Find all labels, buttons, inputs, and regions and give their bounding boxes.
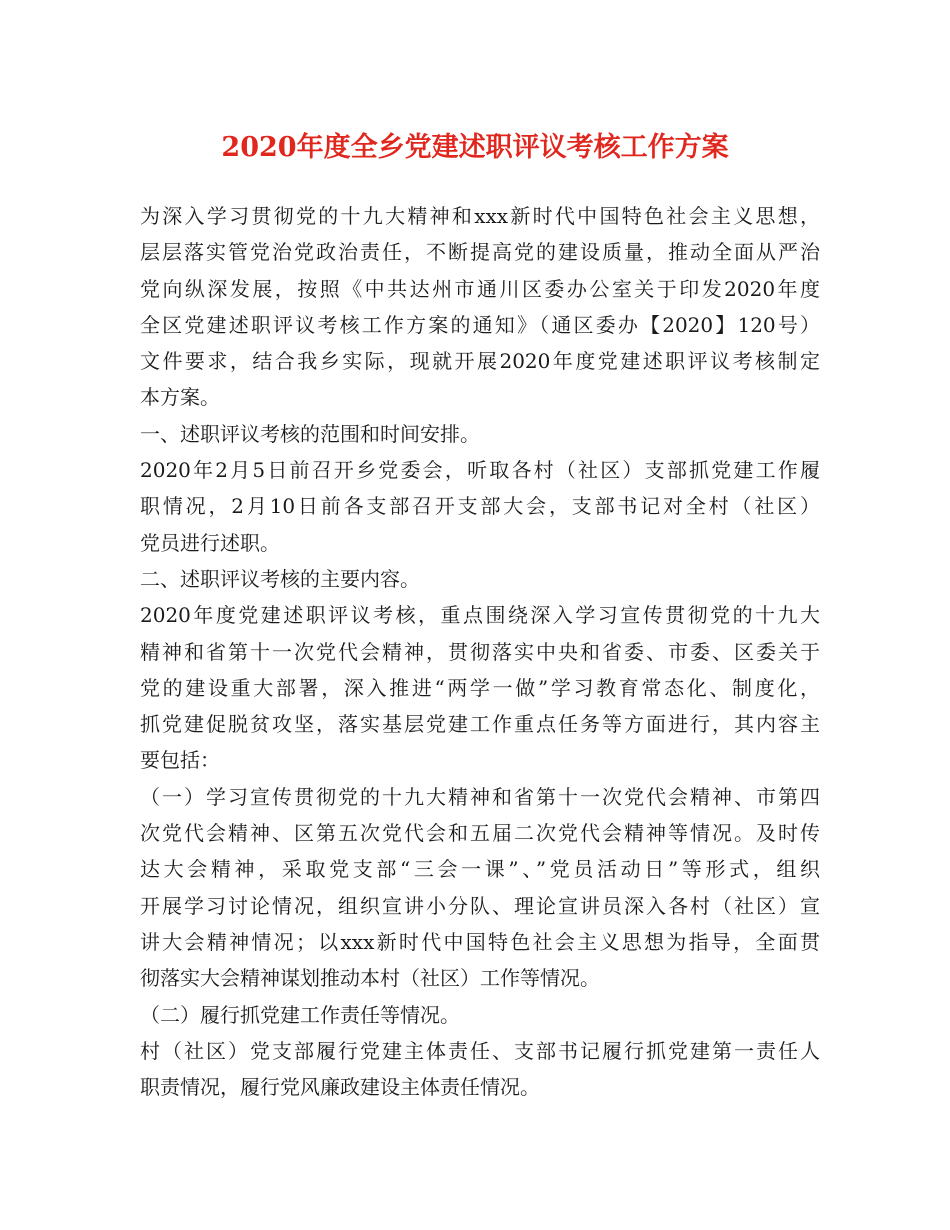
text-line: 党的建设重大部署，深入推进“两学一做”学习教育常态化、制度化， xyxy=(140,675,820,700)
text-line: （二）履行抓党建工作责任等情况。 xyxy=(140,1002,460,1027)
text-line: 党员进行述职。 xyxy=(140,530,280,555)
text-line: 本方案。 xyxy=(140,385,220,410)
text-line: 2020年2月5日前召开乡党委会，听取各村（社区）支部抓党建工作履 xyxy=(140,458,820,483)
document-title: 2020年度全乡党建述职评议考核工作方案 xyxy=(221,132,729,163)
text-line: 抓党建促脱贫攻坚，落实基层党建工作重点任务等方面进行，其内容主 xyxy=(140,712,820,737)
text-line: 层层落实管党治党政治责任，不断提高党的建设质量，推动全面从严治 xyxy=(140,240,820,265)
text-line: 文件要求，结合我乡实际，现就开展2020年度党建述职评议考核制定 xyxy=(140,349,820,374)
text-line: 全区党建述职评议考核工作方案的通知》（通区委办【2020】120号） xyxy=(140,312,820,337)
text-line: 开展学习讨论情况，组织宣讲小分队、理论宣讲员深入各村（社区）宣 xyxy=(140,893,820,918)
document-body xyxy=(140,198,820,1105)
text-line: 二、述职评议考核的主要内容。 xyxy=(140,566,420,591)
text-line: 要包括： xyxy=(140,748,220,773)
text-line: 为深入学习贯彻党的十九大精神和xxx新时代中国特色社会主义思想， xyxy=(140,204,820,228)
text-line: 达大会精神，采取党支部“三会一课”、”党员活动日”等形式，组织 xyxy=(140,857,820,882)
text-line: 2020年度党建述职评议考核，重点围绕深入学习宣传贯彻党的十九大 xyxy=(140,603,820,628)
text-line: 村（社区）党支部履行党建主体责任、支部书记履行抓党建第一责任人 xyxy=(140,1038,820,1063)
text-line: 彻落实大会精神谋划推动本村（社区）工作等情况。 xyxy=(140,966,600,991)
text-line: 次党代会精神、区第五次党代会和五届二次党代会精神等情况。及时传 xyxy=(140,821,820,846)
text-line: 职责情况，履行党风廉政建设主体责任情况。 xyxy=(140,1075,540,1100)
text-line: （一）学习宣传贯彻党的十九大精神和省第十一次党代会精神、市第四 xyxy=(140,784,820,809)
text-line: 一、述职评议考核的范围和时间安排。 xyxy=(140,421,480,446)
text-line: 精神和省第十一次党代会精神，贯彻落实中央和省委、市委、区委关于 xyxy=(140,639,820,664)
text-line: 讲大会精神情况；以xxx新时代中国特色社会主义思想为指导，全面贯 xyxy=(140,929,820,954)
text-line: 党向纵深发展，按照《中共达州市通川区委办公室关于印发2020年度 xyxy=(140,276,820,301)
text-line: 职情况，2月10日前各支部召开支部大会，支部书记对全村（社区） xyxy=(140,494,820,519)
